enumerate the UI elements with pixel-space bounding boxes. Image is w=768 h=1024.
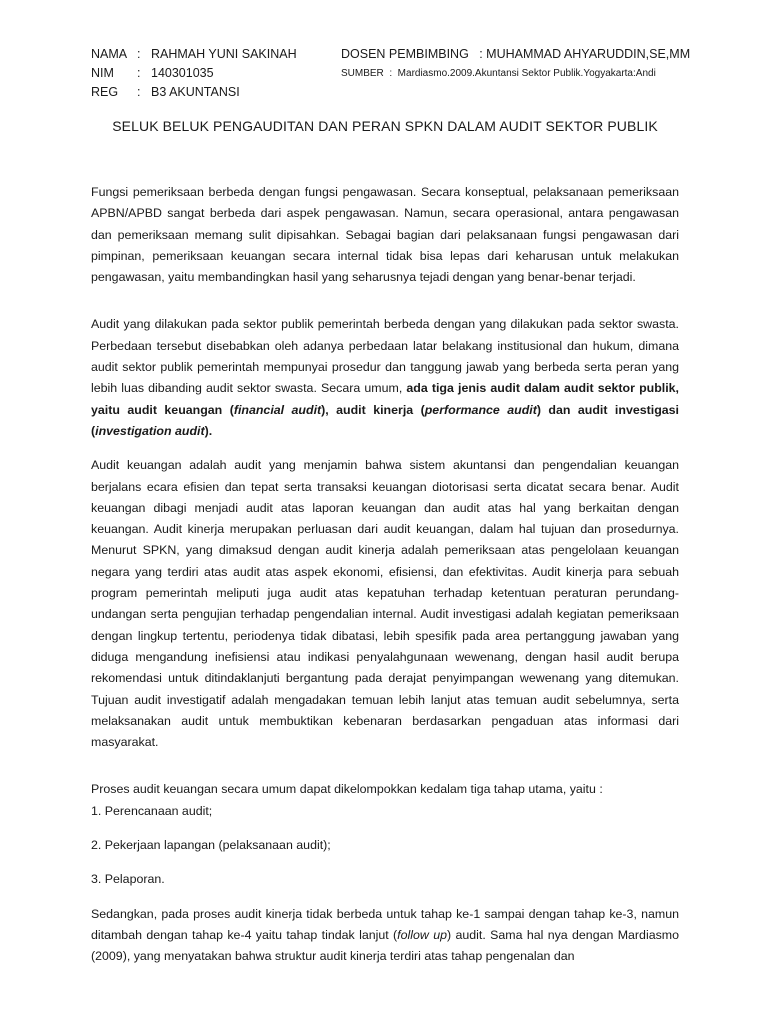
reg-label: REG	[91, 85, 119, 99]
paragraph-1: Fungsi pemeriksaan berbeda dengan fungsi pengawasan. Secara konseptual, pelaksanaan pemeriksaan APBN/APBD sangat berbeda dari aspek pengawasan. Namun, secara operasional, antara pengawasan dan pemeriksaan memang sulit dipisahkan. Sebagai bagian dari pelaksanaan fungsi pengawasan dari pimpinan, pemeriksaan keuangan secara internal tidak bisa lepas dari keharusan untuk melakukan pengawasan, yaitu membandingkan hasil yang seharusnya tejadi dengan yang benar-benar terjadi.	[91, 185, 679, 285]
student-info	[91, 45, 297, 102]
paragraph-2	[91, 314, 679, 442]
nama-label: NAMA	[91, 47, 128, 61]
follow-up-term: follow up	[397, 927, 447, 942]
paragraph-3: Audit keuangan adalah audit yang menjamin bahwa sistem akuntansi dan pengendalian keuangan berjalans ecara efisien dan tepat serta transaksi keuangan diotorisasi serta dicatat secara benar. Audit keuangan dibagi menjadi audit atas laporan keuangan dan audit atas hal yang berkaitan dengan keuangan. Audit kinerja merupakan perluasan dari audit keuangan, dalam hal tujuan dan prosedurnya. Menurut SPKN, yang dimaksud dengan audit kinerja adalah pemeriksaan atas pengelolaan keuangan negara yang terdiri atas audit atas aspek ekonomi, efisiensi, dan efektivitas. Audit kinerja para sebuah program pemerintah meliputi juga audit atas kepatuhan terhadap ketentuan peraturan perundang-undangan serta pengujian terhadap pengendalian internal. Audit investigasi adalah kegiatan pemeriksaan dengan lingkup tertentu, periodenya tidak dibatasi, lebih spesifik pada area pertanggung jawaban yang diduga mengandung inefisiensi atau indikasi penyalahgunaan wewenang, dengan hasil audit berupa rekomendasi untuk ditindaklanjuti bergantung pada derajat penyimpangan wewenang yang ditemukan. Tujuan audit investigatif adalah mengadakan temuan lebih lanjut atas temuan audit sebelumnya, serta melaksanakan audit untuk membuktikan kebenaran berdasarkan pengaduan atas informasi dari masyarakat.	[91, 458, 679, 750]
sumber: SUMBER : Mardiasmo.2009.Akuntansi Sektor Publik.Yogyakarta:Andi	[341, 68, 656, 79]
paragraph-2-end: ).	[204, 423, 213, 438]
paragraph-7-cont: ) audit. Sama hal nya dengan Mardiasmo (2009), yang menyatakan bahwa struktur audit kinerja terdiri atas tahap pengenalan dan	[91, 927, 679, 964]
paragraph-2-text: Audit yang dilakukan pada sektor publik pemerintah berbeda dengan yang dilakukan pada sektor swasta. Perbedaan tersebut disebabkan oleh adanya perbedaan latar belakang institusional dan hukum, dimana audit sektor publik pemerintah mempunyai prosedur dan tanggung jawab yang berbeda serta peran yang lebih luas dibanding audit sektor swasta. Secara umum,	[91, 317, 679, 396]
nama-row	[91, 45, 297, 64]
nim-label: NIM	[91, 66, 114, 80]
document-body	[91, 182, 679, 981]
audit-types-intro: ada tiga jenis audit dalam audit sektor publik, yaitu audit keuangan (	[91, 381, 679, 417]
performance-audit-term: performance audit	[424, 402, 537, 417]
nama-separator: :	[137, 47, 141, 61]
supervisor-info	[341, 45, 690, 82]
audit-process-intro: Proses audit keuangan secara umum dapat dikelompokkan kedalam tiga tahap utama, yaitu :	[91, 782, 603, 797]
paragraph-4	[91, 779, 679, 822]
reg-row	[91, 83, 297, 102]
paragraph-7-text: Sedangkan, pada proses audit kinerja tidak berbeda untuk tahap ke-1 sampai dengan tahap ke-3, namun ditambah dengan tahap ke-4 yaitu tahap tindak lanjut (	[91, 906, 679, 942]
paragraph-7	[91, 904, 679, 968]
nama-value: RAHMAH YUNI SAKINAH	[151, 47, 297, 61]
dosen-pembimbing: DOSEN PEMBIMBING : MUHAMMAD AHYARUDDIN,SE,MM	[341, 47, 691, 61]
financial-audit-term: financial audit	[233, 402, 322, 417]
audit-kinerja-text: ), audit kinerja (	[321, 402, 425, 417]
audit-investigasi-text: ) dan audit investigasi (	[91, 402, 679, 438]
step-2: 2. Pekerjaan lapangan (pelaksanaan audit);	[91, 838, 331, 853]
step-1: 1. Perencanaan audit;	[91, 803, 213, 818]
nim-separator: :	[137, 66, 141, 80]
nim-value: 140301035	[151, 66, 214, 80]
document-title: SELUK BELUK PENGAUDITAN DAN PERAN SPKN DALAM AUDIT SEKTOR PUBLIK	[112, 118, 658, 134]
reg-separator: :	[137, 85, 141, 99]
step-3: 3. Pelaporan.	[91, 872, 165, 887]
nim-row	[91, 64, 297, 83]
reg-value: B3 AKUNTANSI	[151, 85, 240, 99]
investigation-audit-term: investigation audit	[95, 423, 205, 438]
